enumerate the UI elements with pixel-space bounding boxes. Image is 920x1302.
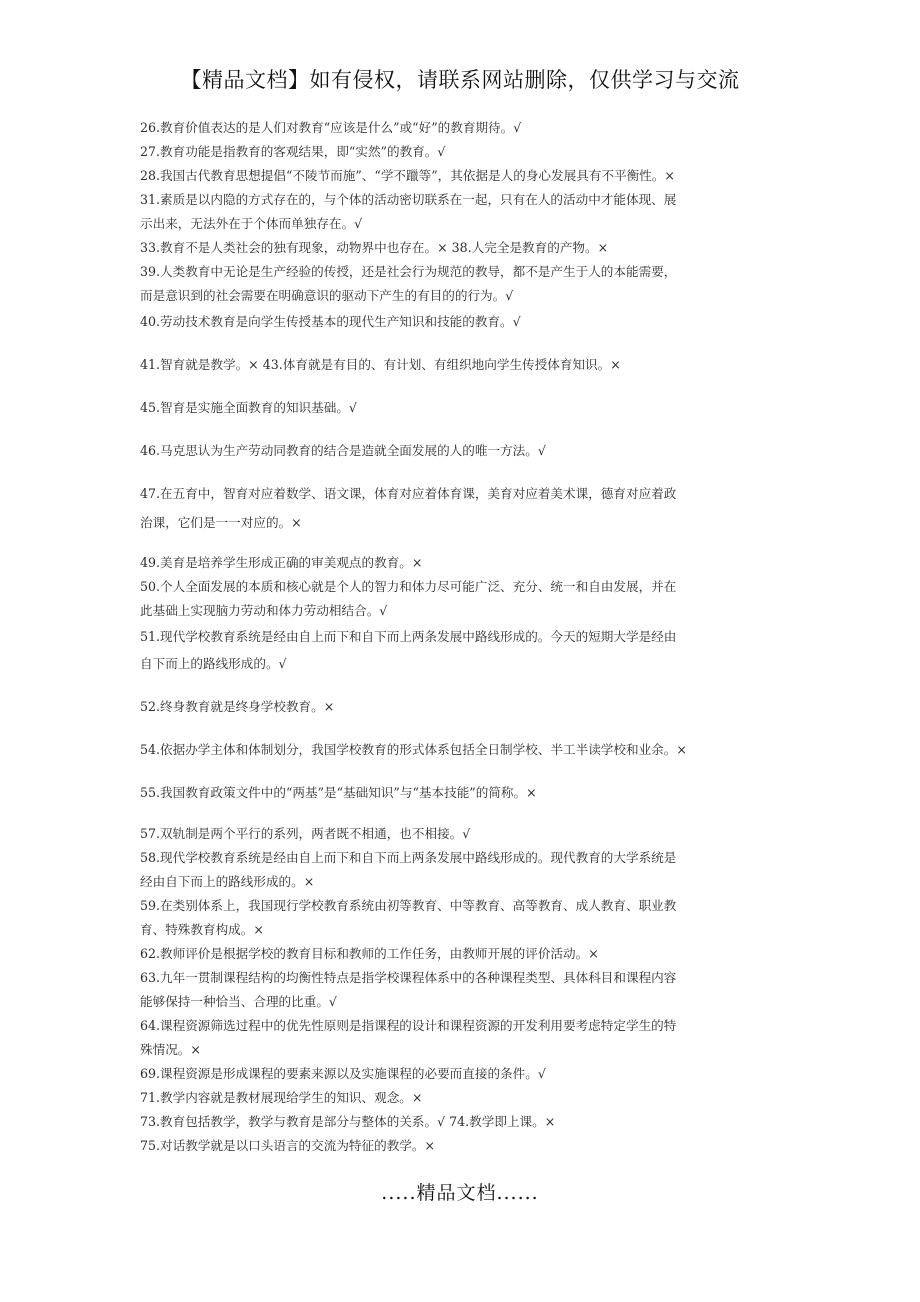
- page-header-watermark: 【精品文档】如有侵权，请联系网站删除，仅供学习与交流: [180, 68, 740, 92]
- text-line: 治课，它们是一一对应的。×: [140, 515, 302, 530]
- text-line: 55.我国教育政策文件中的“两基”是“基础知识”与“基本技能”的简称。×: [140, 785, 537, 800]
- text-line: 71.教学内容就是教材展现给学生的知识、观念。×: [140, 1090, 423, 1105]
- text-line: 50.个人全面发展的本质和核心就是个人的智力和体力尽可能广泛、充分、统一和自由发展，并在: [140, 579, 677, 594]
- text-line: 此基础上实现脑力劳动和体力劳动相结合。√: [140, 603, 388, 618]
- text-line: 33.教育不是人类社会的独有现象，动物界中也存在。× 38.人完全是教育的产物。×: [140, 240, 609, 255]
- text-line: 54.依据办学主体和体制划分，我国学校教育的形式体系包括全日制学校、半工半读学校和业余。×: [140, 742, 687, 757]
- text-line: 45.智育是实施全面教育的知识基础。√: [140, 400, 357, 415]
- text-line: 46.马克思认为生产劳动同教育的结合是造就全面发展的人的唯一方法。√: [140, 443, 546, 458]
- page-footer-watermark: .....精品文档......: [381, 1182, 539, 1204]
- text-line: 经由自下而上的路线形成的。×: [140, 874, 315, 889]
- text-line: 75.对话教学就是以口头语言的交流为特征的教学。×: [140, 1138, 436, 1153]
- text-line: 69.课程资源是形成课程的要素来源以及实施课程的必要而直接的条件。√: [140, 1066, 546, 1081]
- text-line: 示出来，无法外在于个体而单独存在。√: [140, 216, 363, 231]
- text-line: 而是意识到的社会需要在明确意识的驱动下产生的有目的的行为。√: [140, 288, 514, 303]
- text-line: 自下而上的路线形成的。√: [140, 656, 287, 671]
- text-line: 殊情况。×: [140, 1042, 201, 1057]
- text-line: 57.双轨制是两个平行的系列，两者既不相通，也不相接。√: [140, 826, 471, 841]
- text-line: 39.人类教育中无论是生产经验的传授，还是社会行为规范的教导，都不是产生于人的本能需要，: [140, 264, 677, 279]
- text-line: 31.素质是以内隐的方式存在的，与个体的活动密切联系在一起，只有在人的活动中才能体现、展: [140, 192, 677, 207]
- text-line: 73.教育包括教学，教学与教育是部分与整体的关系。√ 74.教学即上课。×: [140, 1114, 556, 1129]
- text-line: 58.现代学校教育系统是经由自上而下和自下而上两条发展中路线形成的。现代教育的大学系统是: [140, 850, 677, 865]
- text-line: 59.在类别体系上，我国现行学校教育系统由初等教育、中等教育、高等教育、成人教育、职业教: [140, 898, 677, 913]
- text-line: 62.教师评价是根据学校的教育目标和教师的工作任务，由教师开展的评价活动。×: [140, 946, 599, 961]
- text-line: 能够保持一种恰当、合理的比重。√: [140, 994, 337, 1009]
- text-line: 51.现代学校教育系统是经由自上而下和自下而上两条发展中路线形成的。今天的短期大学是经由: [140, 629, 677, 644]
- text-line: 41.智育就是教学。× 43.体育就是有目的、有计划、有组织地向学生传授体育知识。×: [140, 357, 621, 372]
- text-line: 49.美育是培养学生形成正确的审美观点的教育。×: [140, 555, 423, 570]
- text-line: 育、特殊教育构成。×: [140, 922, 264, 937]
- text-line: 27.教育功能是指教育的客观结果，即“实然”的教育。√: [140, 144, 446, 159]
- text-line: 64.课程资源筛选过程中的优先性原则是指课程的设计和课程资源的开发利用要考虑特定学生的特: [140, 1018, 677, 1033]
- text-line: 28.我国古代教育思想提倡“不陵节而施”、“学不躐等”，其依据是人的身心发展具有不平衡性。×: [140, 168, 675, 183]
- text-line: 26.教育价值表达的是人们对教育“应该是什么”或“好”的教育期待。√: [140, 120, 522, 135]
- text-line: 52.终身教育就是终身学校教育。×: [140, 699, 335, 714]
- text-line: 63.九年一贯制课程结构的均衡性特点是指学校课程体系中的各种课程类型、具体科目和课程内容: [140, 970, 677, 985]
- document-body: [140, 116, 780, 1158]
- text-line: 40.劳动技术教育是向学生传授基本的现代生产知识和技能的教育。√: [140, 314, 521, 329]
- text-line: 47.在五育中，智育对应着数学、语文课，体育对应着体育课，美育对应着美术课，德育对应着政: [140, 486, 677, 501]
